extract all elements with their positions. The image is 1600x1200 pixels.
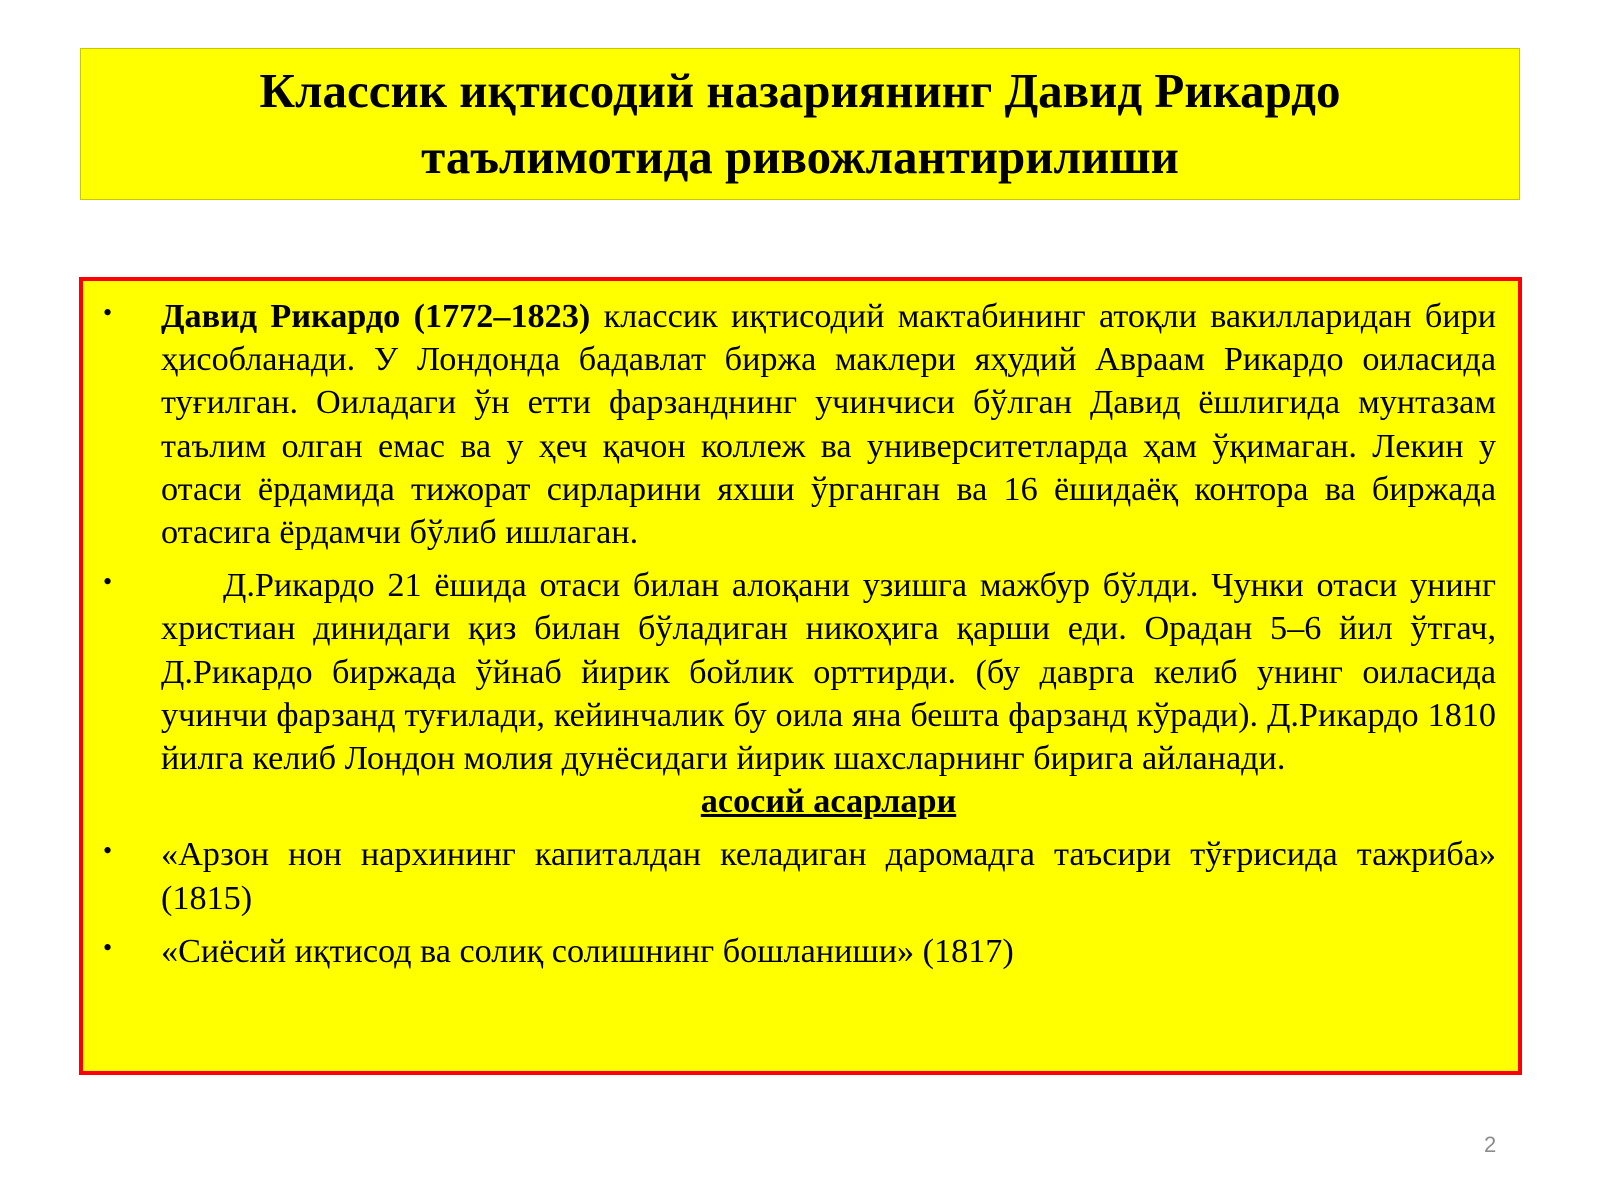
- works-heading: асосий асарлари: [700, 783, 957, 821]
- bullet-item-career: [103, 564, 1496, 780]
- bullet-dot: •: [103, 932, 113, 962]
- slide-title-line-2: таълимотида ривожлантирилиши: [421, 129, 1179, 184]
- bullet-text: «Сиёсий иқтисод ва солиқ солишнинг бошланиши» (1817): [161, 932, 1014, 970]
- bullet-dot: •: [103, 836, 113, 866]
- bullet-item-biography: [103, 295, 1496, 554]
- bullet-text: [161, 567, 1496, 777]
- bullet-dot: •: [103, 298, 113, 327]
- bullet-dot: •: [103, 567, 113, 597]
- title-box: [80, 48, 1520, 200]
- bullet-item-work-1815: [103, 833, 1496, 919]
- slide-title: [260, 58, 1341, 190]
- bullet-text: классик иқтисодий мактабининг атоқли вакилларидан бири ҳисобланади. У Лондонда бадавлат биржа маклери яҳудий Авраам Рикардо оиласида туғилган. Оиладаги ўн етти фарзанднинг учинчиси бўлган Давид ёшлигида мунтазам таълим олган емас ва у ҳеч қачон коллеж ва университетларда ҳам ўқимаган. Лекин у отаси ёрдамида тижорат сирларини яхши ўрганган ва 16 ёшидаёқ контора ва биржада отасига ёрдамчи бўлиб ишлаган.: [161, 298, 1496, 552]
- content-text: [103, 295, 1496, 973]
- bullet-bold-lead: Давид Рикардо (1772–1823): [161, 298, 591, 335]
- content-box: [79, 277, 1522, 1075]
- bullet-text-career: Д.Рикардо 21 ёшида отаси билан алоқани узишга мажбур бўлди. Чунки отаси унинг христиан динидаги қиз билан бўладиган никоҳига қарши еди. Орадан 5–6 йил ўтгач, Д.Рикардо биржада ўйнаб йирик бойлик орттирди. (бу даврга келиб унинг оиласида учинчи фарзанд туғилади, кейинчалик бу оила яна бешта фарзанд кўради). Д.Рикардо 1810 йилга келиб Лондон молия дунёсидаги йирик шахсларнинг бирига айланади.: [161, 567, 1496, 778]
- slide-title-line-1: Классик иқтисодий назариянинг Давид Рикардо: [259, 63, 1341, 118]
- page-number: 2: [1484, 1132, 1497, 1157]
- bullet-text: «Арзон нон нархининг капиталдан келадиган даромадга таъсири тўғрисида тажриба» (1815): [161, 836, 1496, 917]
- bullet-item-work-1817: [103, 930, 1496, 973]
